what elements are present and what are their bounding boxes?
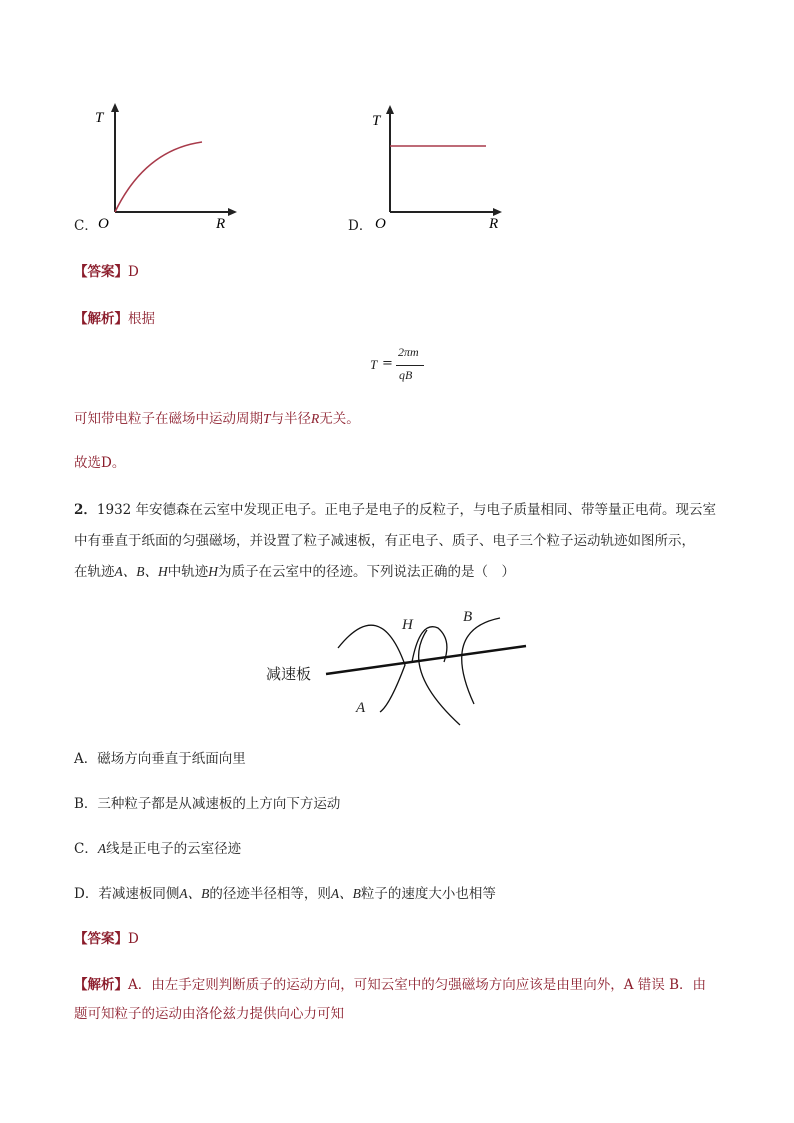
q1-analysis xyxy=(74,309,155,329)
conclusion-pre: 可知带电粒子在磁场中运动周期 xyxy=(74,411,263,427)
q2-option-d xyxy=(74,884,496,904)
label-a: A xyxy=(356,700,366,716)
option-d-ab1: A、B xyxy=(179,886,210,901)
formula-lhs: T xyxy=(370,357,378,372)
graph-d-origin: O xyxy=(375,216,386,232)
plate-label: 减速板 xyxy=(266,667,312,683)
line3-mid: 中轨迹 xyxy=(167,564,209,580)
graph-c-origin: O xyxy=(98,216,109,232)
q1-answer xyxy=(74,262,139,282)
option-d-ab2: A、B xyxy=(330,886,361,901)
q2-line1-text: 1932 年安德森在云室中发现正电子。正电子是电子的反粒子，与电子质量相同、带等量正电荷。现云室 xyxy=(96,502,717,518)
q1-analysis-label: 【解析】 xyxy=(74,311,128,327)
graph-d-axis-r: R xyxy=(489,216,499,232)
option-c-pre: C． xyxy=(74,841,98,857)
q2-line2: 中有垂直于纸面的匀强磁场，并设置了粒子减速板，有正电子、质子、电子三个粒子运动轨迹如图所示， xyxy=(74,533,695,549)
conclusion-post: 无关。 xyxy=(319,411,360,427)
option-d-post: 粒子的速度大小也相等 xyxy=(360,886,496,902)
line3-pre: 在轨迹 xyxy=(74,564,115,580)
q2-analysis-text: A．由左手定则判断质子的运动方向，可知云室中的匀强磁场方向应该是由里向外，A 错误 B．由 xyxy=(128,977,707,993)
graph-c xyxy=(95,100,240,235)
conclusion-r: R xyxy=(311,411,320,426)
q1-conclusion xyxy=(74,409,360,429)
option-c-a: A xyxy=(97,841,107,856)
option-d-pre: D．若减速板同侧 xyxy=(74,886,180,902)
formula-denominator: qB xyxy=(399,368,413,382)
option-c-label: C． xyxy=(74,218,98,234)
q1-answer-value: D xyxy=(128,264,139,280)
q2-line1 xyxy=(74,500,716,520)
q1-choice: 故选D。 xyxy=(74,455,126,471)
q2-option-b: B．三种粒子都是从减速板的上方向下方运动 xyxy=(74,796,341,812)
graph-d xyxy=(372,100,515,235)
option-d-mid: 的径迹半径相等，则 xyxy=(209,886,331,902)
cloud-chamber-figure xyxy=(260,600,540,730)
line3-abh: A、B、H xyxy=(114,564,168,579)
q1-answer-label: 【答案】 xyxy=(74,264,128,280)
conclusion-t: T xyxy=(263,411,271,426)
graph-d-axis-t: T xyxy=(372,113,381,129)
q2-option-c xyxy=(74,839,241,859)
conclusion-mid: 与半径 xyxy=(270,411,312,427)
q2-answer-value: D xyxy=(128,931,139,947)
formula-numerator: 2πm xyxy=(398,345,419,359)
q2-analysis-label: 【解析】 xyxy=(74,977,128,993)
q2-answer-label: 【答案】 xyxy=(74,931,128,947)
q2-analysis-line2: 题可知粒子的运动由洛伦兹力提供向心力可知 xyxy=(74,1006,344,1022)
label-h: H xyxy=(402,617,413,633)
q2-line3 xyxy=(74,562,515,582)
q1-analysis-text: 根据 xyxy=(128,311,155,327)
q2-answer xyxy=(74,929,139,949)
formula-fraction-bar xyxy=(396,365,424,366)
q2-number: 2． xyxy=(74,502,97,518)
line3-post: 为质子在云室中的径迹。下列说法正确的是（ ） xyxy=(218,564,515,580)
line3-h: H xyxy=(208,564,218,579)
q2-analysis-line1 xyxy=(74,975,706,995)
formula-eq: = xyxy=(382,356,393,371)
option-c-post: 线是正电子的云室径迹 xyxy=(106,841,242,857)
q1-formula xyxy=(366,345,436,389)
q2-option-a: A．磁场方向垂直于纸面向里 xyxy=(74,751,246,767)
graph-c-axis-r: R xyxy=(216,216,226,232)
graph-c-axis-t: T xyxy=(95,110,104,126)
label-b: B xyxy=(463,609,473,625)
option-d-label: D． xyxy=(348,218,373,234)
